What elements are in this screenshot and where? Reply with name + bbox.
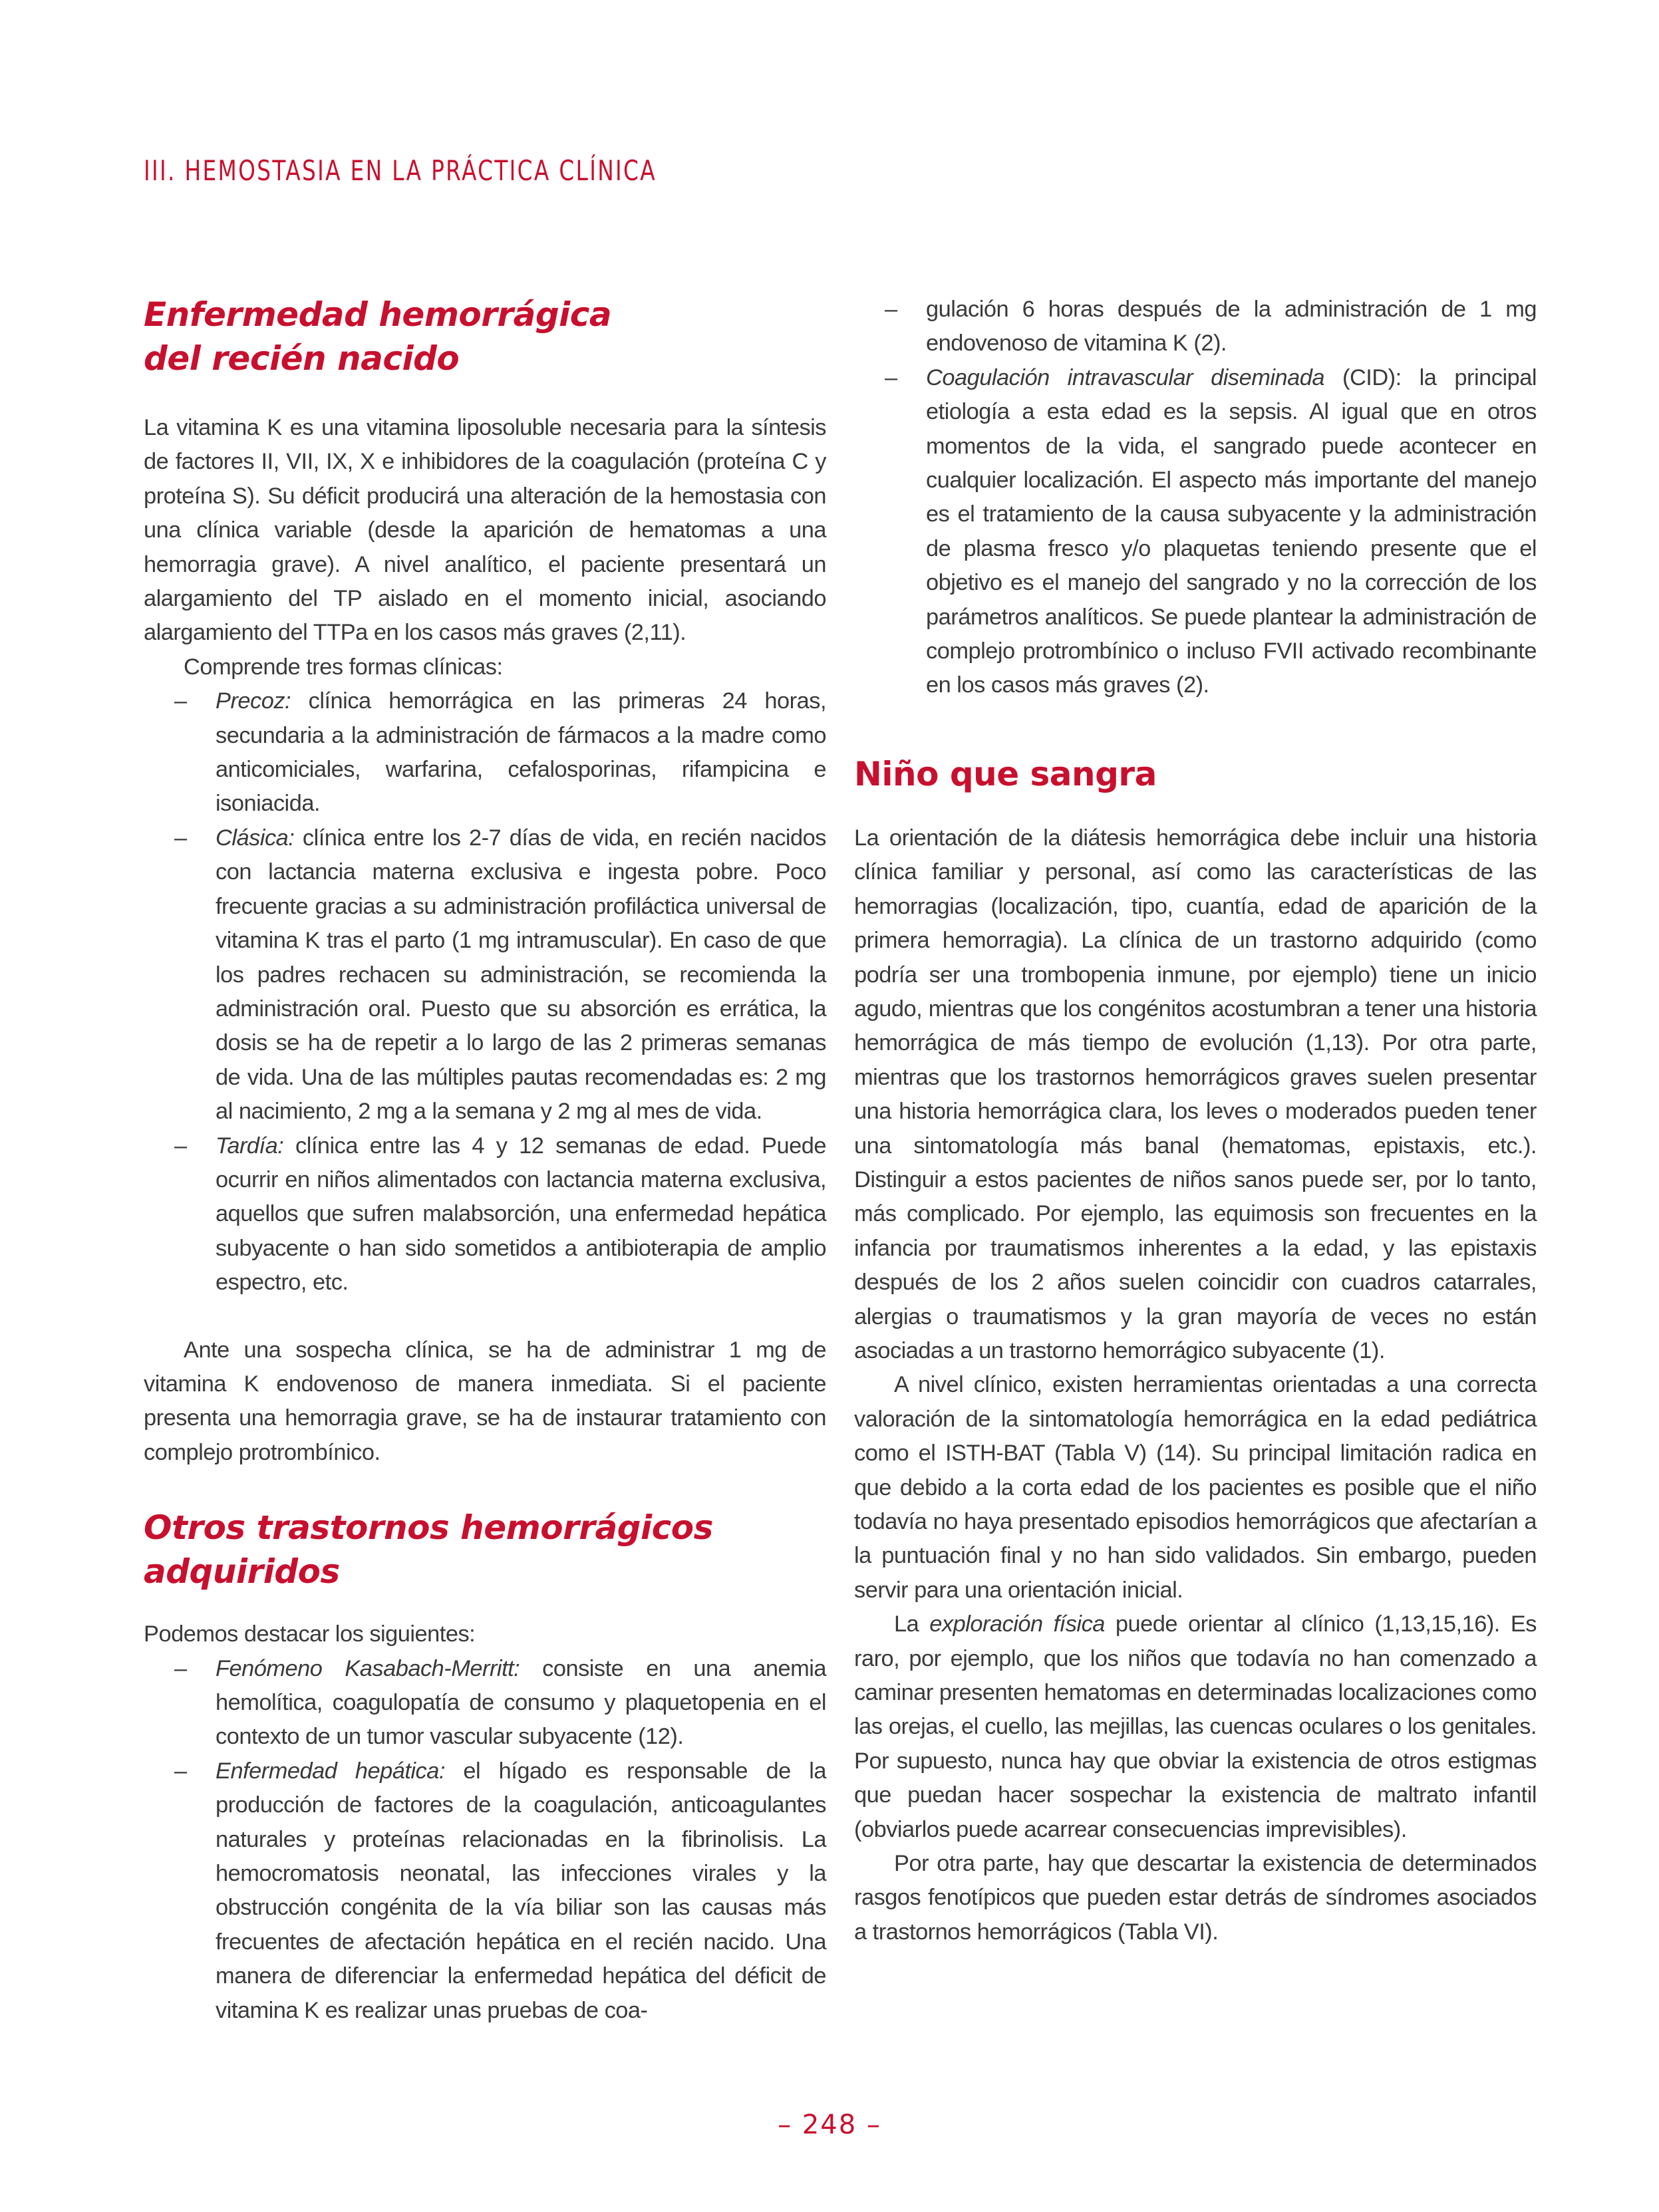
list-term: Enfermedad hepática: — [216, 1758, 445, 1784]
emphasis: exploración física — [929, 1611, 1105, 1637]
list-item — [216, 1652, 826, 1754]
list-item-continuation — [926, 293, 1537, 361]
section-heading-bleeding-child: Niño que sangra — [854, 754, 1157, 793]
continued-list — [854, 293, 1537, 703]
text-run: puede orientar al clínico (1,13,15,16). Es raro, por ejemplo, que los niños que todavía no han comenzado a caminar presenten hematomas en determinadas localizaciones como las orejas, el cuello, las mejillas, las cuencas oculares o los genitales. Por supuesto, nunca hay que obviar la existencia de otros estigmas que puedan hacer sospechar la existencia de maltrato infantil (obviarlos puede acarrear consecuencias imprevisibles). — [854, 1611, 1537, 1842]
list-text: clínica entre los 2-7 días de vida, en recién nacidos con lactancia materna exclusiva e ingesta pobre. Poco frecuente gracias a su administración profiláctica universal de vitamina K tras el parto (1 mg intramuscular). En caso de que los padres rechacen su administración, se recomienda la administración oral. Puesto que su absorción es errática, la dosis se ha de repetir a lo largo de las 2 primeras semanas de vida. Una de las múltiples pautas recomendadas es: 2 mg al nacimiento, 2 mg a la semana y 2 mg al mes de vida. — [216, 825, 826, 1125]
list-text: clínica hemorrágica en las primeras 24 horas, secundaria a la administración de fármacos a la madre como anticomiciales, warfarina, cefalosporinas, rifampicina e isoniacida. — [216, 688, 826, 817]
paragraph — [854, 1607, 1537, 1847]
list-item — [216, 1754, 826, 2028]
list-text: el hígado es responsable de la producción de factores de la coagulación, anticoagulantes naturales y proteínas relacionadas en la fibrinolisis. La hemocromatosis neonatal, las infecciones virales y la obstrucción congénita de la vía biliar son las causas más frecuentes de afectación hepática en el recién nacido. Una manera de diferenciar la enfermedad hepática del déficit de vitamina K es realizar unas pruebas de coa- — [216, 1758, 826, 2023]
running-header: III. HEMOSTASIA EN LA PRÁCTICA CLÍNICA — [144, 154, 657, 187]
list-item — [216, 684, 826, 821]
list-text: (CID): la principal etiología a esta edad es la sepsis. Al igual que en otros momentos de la vida, el sangrado puede acontecer en cualquier localización. El aspecto más importante del manejo es el tratamiento de la causa subyacente y la administración de plasma fresco y/o plaquetas teniendo presente que el objetivo es el manejo del sangrado y no la corrección de los parámetros analíticos. Se puede plantear la administración de complejo protrombínico o incluso FVII activado recombinante en los casos más graves (2). — [926, 364, 1537, 698]
clinical-forms-list — [144, 684, 826, 1300]
list-text: gulación 6 horas después de la administración de 1 mg endovenoso de vitamina K (2). — [926, 297, 1537, 356]
left-column — [144, 293, 826, 2028]
list-term: Precoz: — [216, 688, 291, 714]
page-number: – 248 – — [778, 2110, 881, 2140]
list-item — [216, 1129, 826, 1300]
section-heading-vitamin-k — [144, 293, 826, 380]
right-column — [854, 293, 1537, 1949]
paragraph: Por otra parte, hay que descartar la existencia de determinados rasgos fenotípicos que pueden estar detrás de síndromes asociados a trastornos hemorrágicos (Tabla VI). — [854, 1851, 1537, 1945]
paragraph: La vitamina K es una vitamina liposoluble necesaria para la síntesis de factores II, VII, IX, X e inhibidores de la coagulación (proteína C y proteína S). Su déficit producirá una alteración de la hemostasia con una clínica variable (desde la aparición de hematomas a una hemorragia grave). A nivel analítico, el paciente presentará un alargamiento del TP aislado en el momento inicial, asociando alargamiento del TTPa en los casos más graves (2,11). — [144, 415, 826, 646]
heading-line: del recién nacido — [144, 339, 460, 378]
list-term: Tardía: — [216, 1133, 284, 1159]
heading-line: adquiridos — [144, 1552, 340, 1591]
paragraph: Podemos destacar los siguientes: — [144, 1621, 476, 1647]
text-run: La — [894, 1611, 930, 1637]
paragraph: Ante una sospecha clínica, se ha de administrar 1 mg de vitamina K endovenoso de manera inmediata. Si el paciente presenta una hemorragia grave, se ha de instaurar tratamiento con complejo protrombínico. — [144, 1337, 826, 1465]
paragraph: La orientación de la diátesis hemorrágica debe incluir una historia clínica familiar y personal, así como las características de las hemorragias (localización, tipo, cuantía, edad de aparición de la primera hemorragia). La clínica de un trastorno adquirido (como podría ser una trombopenia inmune, por ejemplo) tiene un inicio agudo, mientras que los congénitos acostumbran a tener una historia hemorrágica de más tiempo de evolución (1,13). Por otra parte, mientras que los trastornos hemorrágicos graves suelen presentar una historia hemorrágica clara, los leves o moderados pueden tener una sintomatología más banal (hematomas, epistaxis, etc.). Distinguir a estos pacientes de niños sanos puede ser, por lo tanto, más complicado. Por ejemplo, las equimosis son frecuentes en la infancia por traumatismos inherentes a la edad, y las epistaxis después de los 2 años suelen coincidir con cuadros catarrales, alergias o traumatismos y la gran mayoría de veces no están asociadas a un trastorno hemorrágico subyacente (1). — [854, 825, 1537, 1363]
paragraph: Comprende tres formas clínicas: — [184, 654, 503, 680]
list-item — [926, 361, 1537, 703]
list-item — [216, 821, 826, 1129]
acquired-list — [144, 1652, 826, 2028]
heading-line: Otros trastornos hemorrágicos — [144, 1508, 713, 1548]
list-text: consiste en una anemia hemolítica, coagulopatía de consumo y plaquetopenia en el contexto de un tumor vascular subyacente (12). — [216, 1655, 826, 1750]
list-text: clínica entre las 4 y 12 semanas de edad. Puede ocurrir en niños alimentados con lactancia materna exclusiva, aquellos que sufren malabsorción, una enfermedad hepática subyacente o han sido sometidos a antibioterapia de amplio espectro, etc. — [216, 1133, 826, 1296]
section-heading-acquired — [144, 1506, 826, 1593]
paragraph: A nivel clínico, existen herramientas orientadas a una correcta valoración de la sintomatología hemorrágica en la edad pediátrica como el ISTH-BAT (Tabla V) (14). Su principal limitación radica en que debido a la corta edad de los pacientes es posible que el niño todavía no haya presentado episodios hemorrágicos que afectarían a la puntuación final y no han sido validados. Sin embargo, pueden servir para una orientación inicial. — [854, 1372, 1537, 1603]
list-term: Coagulación intravascular diseminada — [926, 364, 1325, 390]
list-term: Clásica: — [216, 825, 295, 851]
list-term: Fenómeno Kasabach-Merritt: — [216, 1655, 520, 1681]
heading-line: Enfermedad hemorrágica — [144, 295, 612, 334]
